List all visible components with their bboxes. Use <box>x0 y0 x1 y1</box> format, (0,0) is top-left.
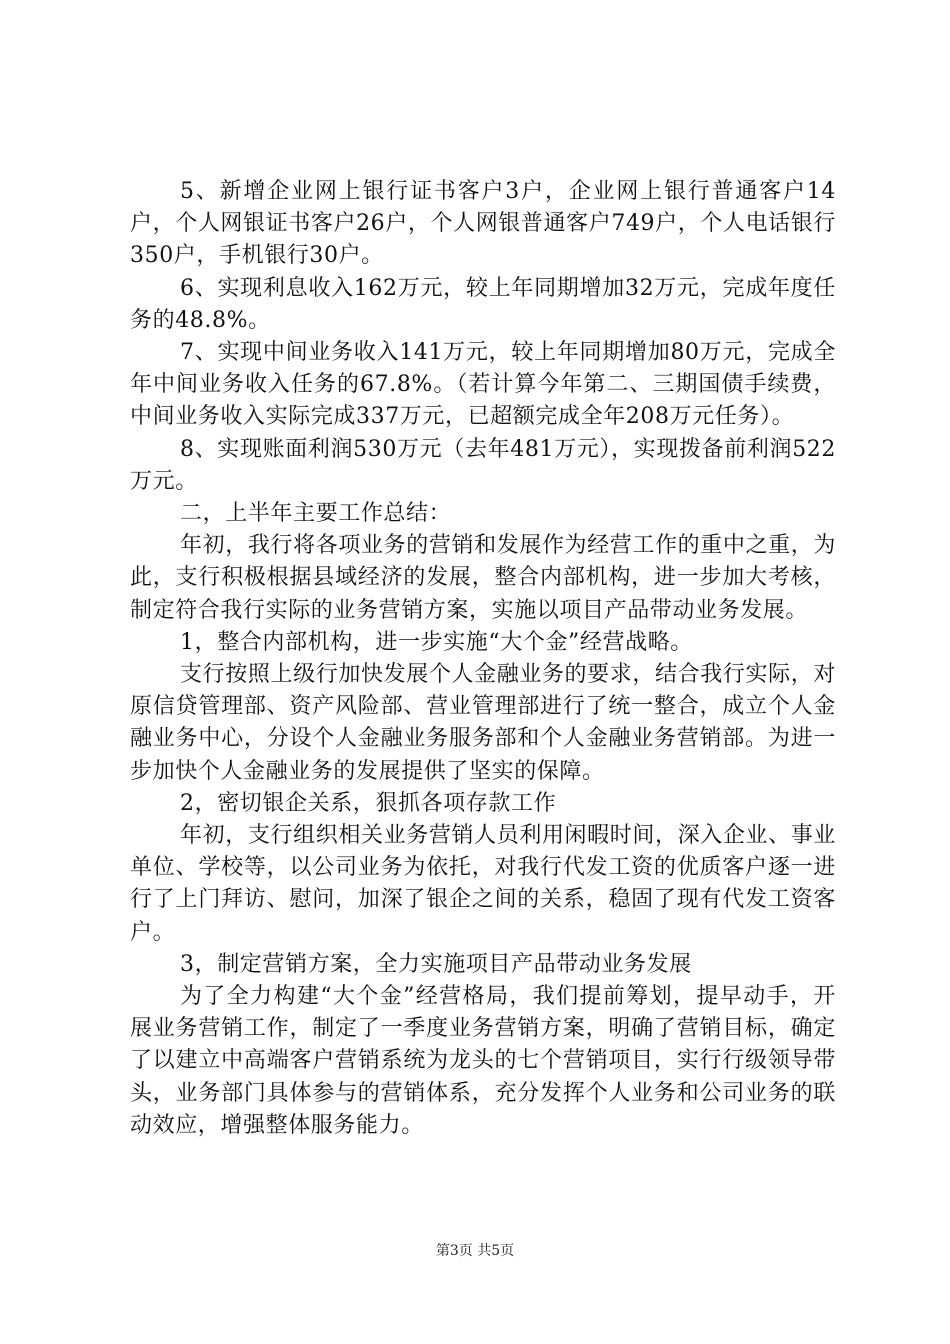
subheading-2: 2，密切银企关系，狠抓各项存款工作 <box>180 790 557 816</box>
paragraph-item-5: 5、新增企业网上银行证书客户3户，企业网上银行普通客户14户，个人网银证书客户26户，个人网银普通客户749户，个人电话银行350户，手机银行30户。 <box>130 179 836 269</box>
subsection-1-text: 支行按照上级行加快发展个人金融业务的要求，结合我行实际，对原信贷管理部、资产风险部、营业管理部进行了统一整合，成立个人金融业务中心，分设个人金融业务服务部和个人金融业务营销部。为进一步加快个人金融业务的发展提供了坚实的保障。 <box>130 662 836 784</box>
section-intro: 年初，我行将各项业务的营销和发展作为经营工作的重中之重，为此，支行积极根据县域经济的发展，整合内部机构，进一步加大考核，制定符合我行实际的业务营销方案，实施以项目产品带动业务发展。 <box>130 533 836 623</box>
document-body <box>130 176 836 1142</box>
paragraph-item-7: 7、实现中间业务收入141万元，较上年同期增加80万元，完成全年中间业务收入任务的67.8%。（若计算今年第二、三期国债手续费，中间业务收入实际完成337万元，已超额完成全年208万元任务）。 <box>130 340 836 430</box>
subsection-2-text: 年初，支行组织相关业务营销人员利用闲暇时间，深入企业、事业单位、学校等，以公司业务为依托，对我行代发工资的优质客户逐一进行了上门拜访、慰问，加深了银企之间的关系，稳固了现有代发工资客户。 <box>130 823 836 945</box>
page-number-label: 第3页 共5页 <box>435 1243 515 1259</box>
paragraph-item-8: 8、实现账面利润530万元（去年481万元），实现拨备前利润522万元。 <box>130 436 836 494</box>
section-heading: 二，上半年主要工作总结： <box>180 501 452 527</box>
subheading-3: 3，制定营销方案，全力实施项目产品带动业务发展 <box>180 951 692 977</box>
paragraph-item-6: 6、实现利息收入162万元，较上年同期增加32万元，完成年度任务的48.8%。 <box>130 275 836 333</box>
subheading-1: 1，整合内部机构，进一步实施“大个金”经营战略。 <box>180 629 693 655</box>
page-footer <box>0 1240 950 1260</box>
subsection-3-text: 为了全力构建“大个金”经营格局，我们提前筹划，提早动手，开展业务营销工作，制定了一季度业务营销方案，明确了营销目标，确定了以建立中高端客户营销系统为龙头的七个营销项目，实行行级领导带头，业务部门具体参与的营销体系，充分发挥个人业务和公司业务的联动效应，增强整体服务能力。 <box>130 984 836 1138</box>
